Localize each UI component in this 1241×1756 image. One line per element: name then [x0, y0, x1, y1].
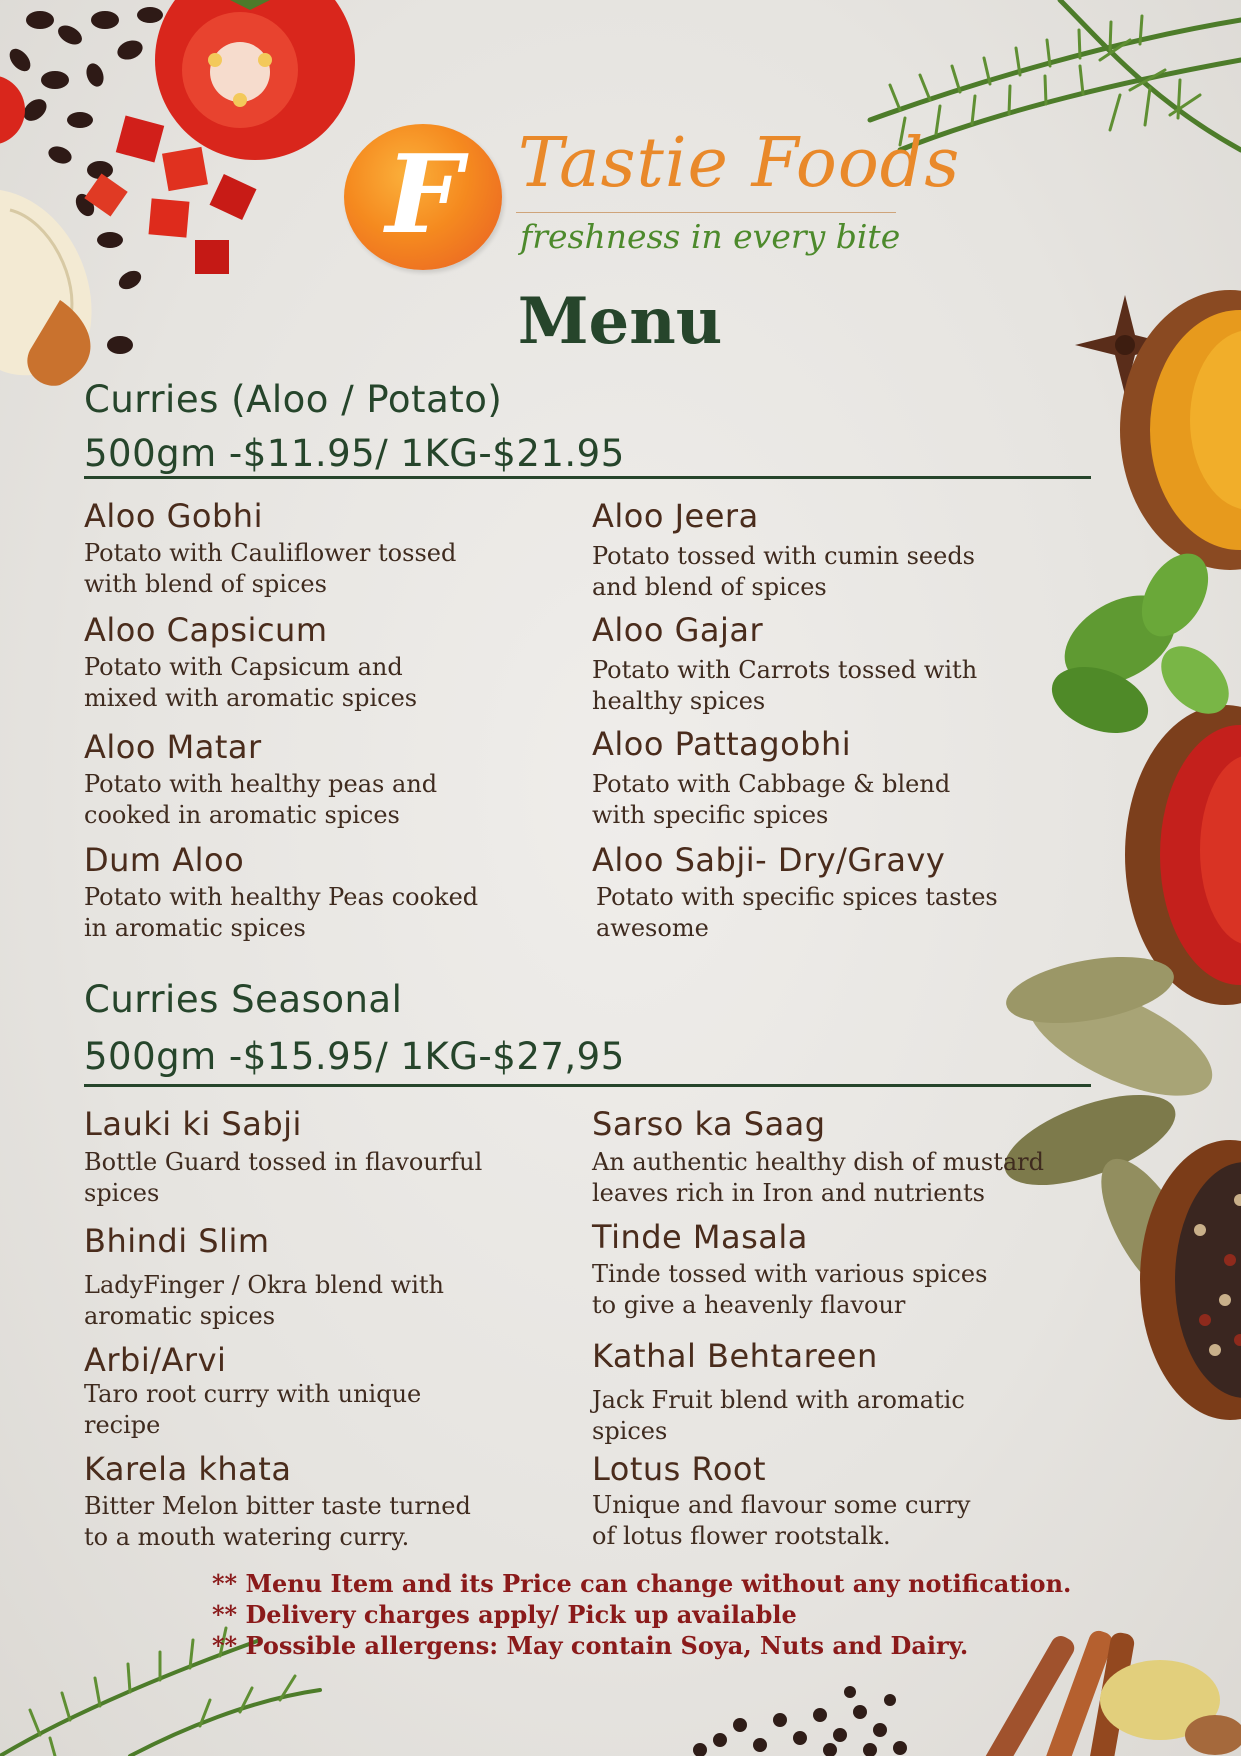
menu-item-desc: Tinde tossed with various spices to give a heavenly flavour	[592, 1260, 988, 1319]
menu-item-name: Dum Aloo	[84, 841, 245, 879]
section-price: 500gm -$15.95/ 1KG-$27,95	[84, 1035, 625, 1078]
section-divider	[84, 1084, 1091, 1087]
menu-item-desc: Bitter Melon bitter taste turned to a mouth watering curry.	[84, 1492, 471, 1551]
onion-image	[0, 190, 92, 386]
brand-logo	[344, 122, 961, 272]
menu-item-name: Aloo Gobhi	[84, 497, 263, 535]
menu-item-name: Lauki ki Sabji	[84, 1105, 302, 1143]
menu-item-desc: Jack Fruit blend with aromatic spices	[592, 1386, 965, 1445]
menu-item-desc: Potato with specific spices tastes awesome	[596, 883, 998, 942]
logo-circle-icon	[344, 124, 502, 270]
menu-item-name: Aloo Jeera	[592, 497, 759, 535]
menu-item-name: Karela khata	[84, 1450, 292, 1488]
menu-item-name: Tinde Masala	[592, 1218, 808, 1256]
menu-item-desc: Potato with healthy Peas cooked in aromatic spices	[84, 883, 479, 942]
brand-divider	[516, 212, 896, 213]
menu-item-name: Arbi/Arvi	[84, 1341, 227, 1379]
menu-note: ** Possible allergens: May contain Soya, Nuts and Dairy.	[212, 1631, 969, 1660]
menu-item-desc: Bottle Guard tossed in flavourful spices	[84, 1148, 483, 1207]
menu-item-name: Sarso ka Saag	[592, 1105, 826, 1143]
menu-item-desc: Potato with Carrots tossed with healthy spices	[592, 656, 978, 715]
section-heading: Curries Seasonal	[84, 978, 403, 1021]
menu-item-name: Aloo Capsicum	[84, 611, 328, 649]
menu-item-name: Lotus Root	[592, 1450, 767, 1488]
cinnamon-image	[972, 1628, 1241, 1756]
menu-item-desc: Potato with Cauliflower tossed with blend of spices	[84, 539, 457, 598]
brand-name: Tastie Foods	[518, 124, 961, 203]
bottom-peppercorns-image	[693, 1686, 907, 1756]
menu-item-name: Aloo Gajar	[592, 611, 764, 649]
menu-item-desc: Taro root curry with unique recipe	[84, 1380, 422, 1439]
peppercorn-bowl-image	[1140, 1140, 1241, 1420]
brand-tagline: freshness in every bite	[520, 217, 901, 256]
menu-item-name: Bhindi Slim	[84, 1222, 270, 1260]
menu-note: ** Delivery charges apply/ Pick up available	[212, 1600, 797, 1629]
page-title: Menu	[517, 284, 723, 359]
menu-item-name: Aloo Sabji- Dry/Gravy	[592, 841, 946, 879]
menu-item-desc: Potato with Cabbage & blend with specific spices	[592, 770, 951, 829]
logo-letter: F	[385, 132, 463, 258]
menu-item-name: Aloo Matar	[84, 728, 262, 766]
menu-item-desc: An authentic healthy dish of mustard leaves rich in Iron and nutrients	[592, 1148, 1044, 1207]
menu-item-name: Aloo Pattagobhi	[592, 725, 852, 763]
menu-item-name: Kathal Behtareen	[592, 1337, 878, 1375]
menu-item-desc: LadyFinger / Okra blend with aromatic spices	[84, 1271, 444, 1330]
menu-item-desc: Potato tossed with cumin seeds and blend of spices	[592, 542, 975, 601]
section-price: 500gm -$11.95/ 1KG-$21.95	[84, 432, 625, 475]
menu-item-desc: Potato with Capsicum and mixed with aromatic spices	[84, 653, 418, 712]
menu-note: ** Menu Item and its Price can change without any notification.	[212, 1569, 1072, 1598]
menu-item-desc: Potato with healthy peas and cooked in aromatic spices	[84, 770, 438, 829]
menu-item-desc: Unique and flavour some curry of lotus flower rootstalk.	[592, 1491, 971, 1550]
section-divider	[84, 476, 1091, 479]
section-heading: Curries (Aloo / Potato)	[84, 378, 503, 421]
